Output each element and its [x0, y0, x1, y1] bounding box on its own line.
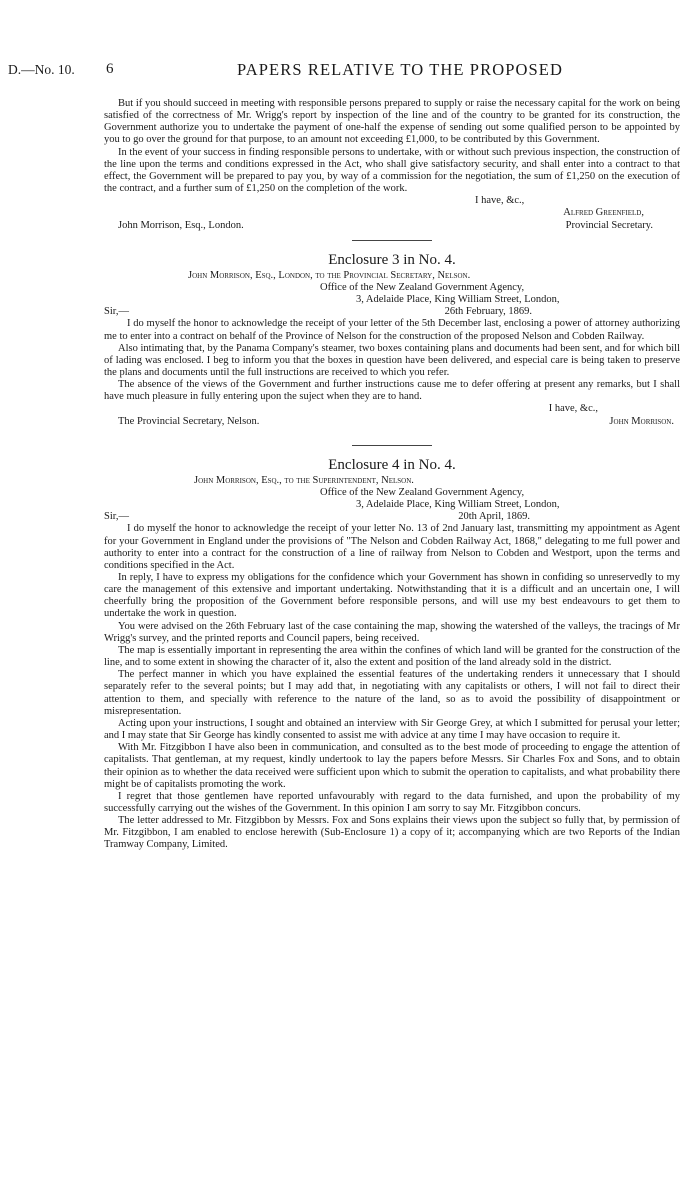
- enclosure3-paragraph-3: The absence of the views of the Government and further instructions cause me to defer offering at present any remarks, but I shall have much pleasure in fully entering upon the suject when they are to hand.: [104, 379, 680, 403]
- letter1-paragraph-1: But if you should succeed in meeting with responsible persons prepared to supply or raise the necessary capital for the work on being satisfied of the correctness of Mr. Wrigg's report by inspection of the line and of the country to be granted for its construction, the Government authorize you to undertake the payment of one-half the expense of sending out some qualified person to be appointed by you to go over the ground for that purpose, to an amount not exceeding £1,000, to be contributed by this Government.: [104, 98, 680, 146]
- enclosure3-paragraph-2: Also intimating that, by the Panama Company's steamer, two boxes containing plans and documents had been sent, and for which bill of lading was enclosed. I beg to inform you that the boxes in question have been delivered, and especial care is being taken to preserve the plans and documents until the full instructions are received to which you refer.: [104, 342, 680, 378]
- letter1-footer-row: [104, 220, 680, 232]
- enclosure4-paragraph-9: The letter addressed to Mr. Fitzgibbon by Messrs. Fox and Sons explains their views upon the subject so fully that, by permission of Mr. Fitzgibbon, I am enabled to enclose herewith (Sub-Enclosure 1) a copy of it; accompanying which are two Reports of the Indian Tramway Company, Limited.: [104, 815, 680, 851]
- enclosure4-salutation-row: [104, 511, 680, 523]
- enclosure4-title: Enclosure 4 in No. 4.: [328, 456, 456, 473]
- letter1-paragraph-2: In the event of your success in finding responsible persons to undertake, with or without such previous inspection, the construction of the line upon the terms and conditions expressed in the Act, who shall give satisfactory security, and shall enter into a contract to that effect, the Government will be prepared to pay you, by way of a commission for the negotiation, the sum of £1,250 on the execution of the contract, and a further sum of £1,250 on the completion of the work.: [104, 146, 680, 195]
- enclosure3-salutation: Sir,—: [104, 306, 129, 318]
- enclosure4-paragraph-8: I regret that those gentlemen have reported unfavourably with regard to the data furnished, and upon the probability of my successfully carrying out the wishes of the Government. In this opinion I am sorry to say Mr. Fitzgibbon concurs.: [104, 790, 680, 814]
- letter1-signatory-title: Provincial Secretary.: [565, 219, 653, 231]
- enclosure4-paragraph-3: You were advised on the 26th February last of the case containing the map, showing the watershed of the valleys, the tracings of Mr Wrigg's survey, and the printed reports and Council papers, being received.: [104, 620, 680, 644]
- enclosure3-address: 3, Adelaide Place, King William Street, London,: [356, 294, 560, 306]
- enclosure4-date: 20th April, 1869.: [458, 511, 530, 523]
- document-reference: D.—No. 10.: [8, 62, 75, 77]
- section-divider: [352, 240, 432, 241]
- enclosure4-office: Office of the New Zealand Government Agency,: [320, 486, 525, 498]
- enclosure4-address: 3, Adelaide Place, King William Street, London,: [356, 499, 560, 511]
- enclosure4-paragraph-5: The perfect manner in which you have explained the essential features of the undertaking renders it unnecessary that I should separately refer to the several points; but I may add that, in negotiating with any capitalists or others, I will not fail to direct their attention to them, and specially with reference to the nature of the land, so as to avoid the possibility of disappointment or misrepresentation.: [104, 669, 680, 717]
- letter1-addressee: John Morrison, Esq., London.: [118, 219, 244, 231]
- enclosure3-addressee: The Provincial Secretary, Nelson.: [118, 415, 260, 427]
- enclosure4-salutation: Sir,—: [104, 511, 129, 523]
- enclosure3-from-line: John Morrison, Esq., London, to the Provincial Secretary, Nelson.: [188, 269, 471, 281]
- enclosure4-paragraph-2: In reply, I have to express my obligations for the confidence which your Government has shown in confiding so unreservedly to my care the management of this extensive and important undertaking. Notwithstanding that it is a difficult and an uncertain one, I will cheerfully bring the proposition of the Government before responsible persons, and will use my best endeavours to get them to undertake the work in question.: [104, 572, 680, 620]
- letter1-signatory: Alfred Greenfield,: [563, 207, 644, 219]
- enclosure4-paragraph-7: With Mr. Fitzgibbon I have also been in communication, and consulted as to the best mode of proceeding to engage the attention of capitalists. That gentleman, at my request, kindly undertook to lay the papers before Messrs. Sir Charles Fox and Sons, and to obtain their opinion as to whether the data received were sufficient upon which to submit the operation to capitalists, and what probability there might be of capitalists promoting the work.: [104, 742, 680, 790]
- page-header: [8, 62, 688, 82]
- enclosure4-from-line: John Morrison, Esq., to the Superintendent, Nelson.: [194, 474, 414, 486]
- enclosure3-office: Office of the New Zealand Government Agency,: [320, 281, 525, 293]
- enclosure3-signatory: John Morrison.: [609, 415, 674, 427]
- section-divider: [352, 445, 432, 446]
- letter1-closing: I have, &c.,: [475, 195, 525, 207]
- running-title: PAPERS RELATIVE TO THE PROPOSED: [237, 60, 563, 79]
- page-body: [104, 98, 680, 852]
- page-number: 6: [106, 61, 114, 77]
- enclosure3-salutation-row: [104, 306, 680, 318]
- enclosure3-footer-row: [104, 416, 680, 428]
- enclosure4-paragraph-4: The map is essentially important in representing the area within the confines of which land will be granted for the construction of the line, and to some extent in showing the character of it, also the extent and position of the land already sold in the district.: [104, 644, 680, 669]
- enclosure3-paragraph-1: I do myself the honor to acknowledge the receipt of your letter of the 5th December last, enclosing a power of attorney authorizing me to enter into a contract on behalf of the Province of Nelson for the construction of the proposed Nelson and Cobden Railway.: [104, 318, 680, 342]
- enclosure3-date: 26th February, 1869.: [444, 306, 532, 318]
- enclosure4-paragraph-1: I do myself the honor to acknowledge the receipt of your letter No. 13 of 2nd January last, transmitting my appointment as Agent for your Government in England under the provisions of "The Nelson and Cobden Railway Act, 1868," delegating to me full power and authority to enter into a contract for the construction of a line of railway from Nelson to Cobden and Westport, upon the terms and conditions specified in the Act.: [104, 523, 680, 571]
- enclosure3-closing: I have, &c.,: [548, 403, 598, 415]
- enclosure3-title: Enclosure 3 in No. 4.: [328, 251, 456, 268]
- enclosure4-paragraph-6: Acting upon your instructions, I sought and obtained an interview with Sir George Grey, at which I submitted for perusal your letter; and I may state that Sir George has kindly consented to assist me with advice at any time I may have occasion to require it.: [104, 717, 680, 742]
